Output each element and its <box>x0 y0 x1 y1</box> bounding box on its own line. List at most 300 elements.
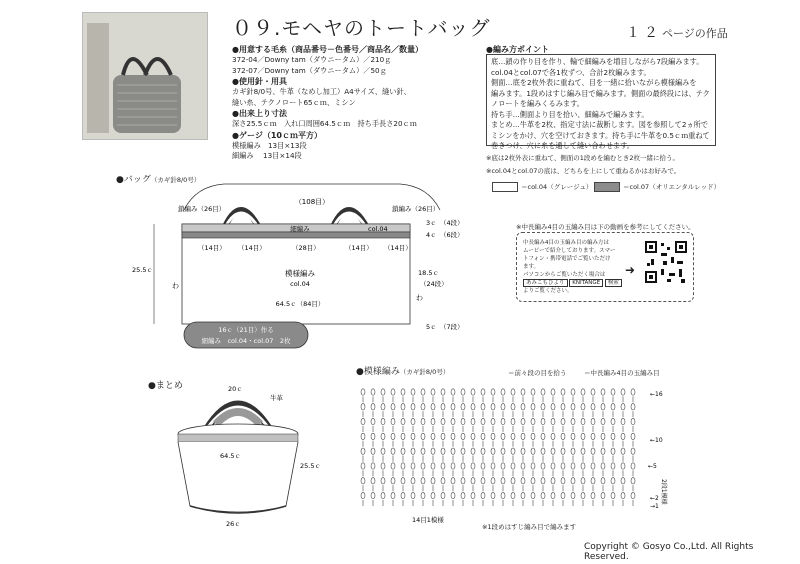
legend-puff: ＝中長編み4目の玉編み目 <box>584 369 660 377</box>
stitch-symbol <box>601 448 605 454</box>
stitch-symbol <box>471 433 475 439</box>
stitch-symbol <box>421 433 425 439</box>
stitch-symbol <box>461 389 465 395</box>
stitch-symbol <box>481 478 485 484</box>
stitch-symbol <box>461 418 465 424</box>
seg-5: （14目） <box>384 244 412 252</box>
top-width-label: （108目） <box>294 198 330 206</box>
red-swatch <box>594 182 620 192</box>
stitch-symbol <box>471 492 475 498</box>
stitch-symbol <box>461 492 465 498</box>
matome-heading: ●まとめ <box>148 381 183 391</box>
stitch-symbol <box>631 478 635 484</box>
base-increase-label: 16ｃ（21目）作る <box>218 326 274 334</box>
stitch-symbol <box>611 478 615 484</box>
stitch-symbol <box>461 404 465 410</box>
stitch-symbol <box>431 478 435 484</box>
stitch-symbol <box>441 478 445 484</box>
stitch-symbol <box>431 492 435 498</box>
stitch-symbol <box>501 404 505 410</box>
stitch-symbol <box>421 404 425 410</box>
stitch-symbol <box>411 433 415 439</box>
instruction-line: 巻きつけ、穴に糸を通して縫い合わせます。 <box>491 141 634 150</box>
chain-right-label: 鎖編み（26目） <box>392 205 440 213</box>
stitch-symbol <box>551 433 555 439</box>
stitch-symbol <box>361 478 365 484</box>
stitch-symbol <box>531 478 535 484</box>
stitch-symbol <box>521 433 525 439</box>
instructions-box <box>486 54 716 150</box>
chain-left-label: 鎖編み（26目） <box>178 205 226 213</box>
leather-wrap <box>216 412 260 424</box>
rows-right: （24段） <box>420 280 448 288</box>
stitch-symbol <box>411 478 415 484</box>
stitch-symbol <box>571 463 575 469</box>
stitch-symbol <box>361 433 365 439</box>
stitch-symbol <box>451 404 455 410</box>
repeat-stitch-label: 14目1模様 <box>412 516 444 524</box>
stitch-symbol <box>381 418 385 424</box>
stitch-symbol <box>541 478 545 484</box>
stitch-symbol <box>461 433 465 439</box>
pattern-footnote: ※1段めはすじ編み目で編みます <box>482 523 577 531</box>
stitch-symbol <box>361 389 365 395</box>
stitch-symbol <box>381 433 385 439</box>
seg-3: （28目） <box>292 244 320 252</box>
instructions-heading: ●編み方ポイント <box>486 45 549 54</box>
stitch-symbol <box>371 478 375 484</box>
arrow-right-icon: ➜ <box>625 263 636 277</box>
stitch-symbol <box>541 389 545 395</box>
stitch-symbol <box>591 492 595 498</box>
stitch-symbol <box>621 433 625 439</box>
stitch-symbol <box>531 389 535 395</box>
note-2: ※col.04とcol.07の底は、どちらを上にして重ねるかはお好みで。 <box>486 167 681 175</box>
stitch-symbol <box>431 448 435 454</box>
matome-diagram <box>150 380 330 530</box>
stitch-symbol <box>521 492 525 498</box>
dim-4c-rows: （6段） <box>440 231 464 239</box>
row-5-label: ←5 <box>648 463 657 470</box>
stitch-symbol <box>491 433 495 439</box>
base-width-label: 26ｃ <box>226 520 241 528</box>
copyright: Copyright © Gosyo Co.,Ltd. All Rights Reserved. <box>584 542 754 562</box>
stitch-symbol <box>481 433 485 439</box>
search-button[interactable]: 検索 <box>605 279 622 287</box>
stitch-symbol <box>431 463 435 469</box>
stitch-symbol <box>451 433 455 439</box>
stitch-symbol <box>551 463 555 469</box>
stitch-symbol <box>401 433 405 439</box>
stitch-symbol <box>461 463 465 469</box>
page-title: ０９.モヘヤのトートバッグ <box>232 16 491 40</box>
stitch-symbol <box>601 404 605 410</box>
stitch-symbol <box>531 448 535 454</box>
stitch-symbol <box>591 448 595 454</box>
stitch-symbol <box>551 404 555 410</box>
stitch-symbol <box>511 433 515 439</box>
stitch-symbol <box>371 492 375 498</box>
size-heading: ●出来上り寸法 <box>232 109 287 118</box>
stitch-symbol <box>511 448 515 454</box>
search-box-1: あみこもひより <box>523 279 568 287</box>
stitch-symbol <box>631 389 635 395</box>
stitch-symbol <box>541 404 545 410</box>
stitch-symbol <box>631 463 635 469</box>
stitch-symbol <box>481 418 485 424</box>
search-box-2: KNITANGE <box>569 279 603 287</box>
tools-line-2: 縫い糸、テクノロート65ｃｍ、ミシン <box>232 97 356 107</box>
qr-code-icon[interactable] <box>643 239 689 285</box>
stitch-symbol <box>541 448 545 454</box>
stitch-symbol <box>601 433 605 439</box>
bag-body <box>113 75 181 133</box>
stitch-symbol <box>461 478 465 484</box>
stitch-symbol <box>401 463 405 469</box>
stitch-symbol <box>551 492 555 498</box>
yarn-line-1: 372-04／Downy tam（ダウニータム）／210ｇ <box>232 55 392 64</box>
stitch-symbol <box>571 404 575 410</box>
dim-3c-rows: （4段） <box>440 219 464 227</box>
stitch-symbol <box>441 463 445 469</box>
bag-heading: ●バッグ（カギ針8/0号） <box>116 175 201 185</box>
stitch-symbol <box>401 389 405 395</box>
instruction-line: ミシンをかけ、穴を空けておきます。持ち手に牛革を0.5ｃｍ重ねて <box>491 130 710 140</box>
stitch-symbol <box>561 418 565 424</box>
dim-5c: 5ｃ <box>426 323 437 331</box>
stitch-symbol <box>581 389 585 395</box>
stitch-symbol <box>411 404 415 410</box>
stitch-symbol <box>451 478 455 484</box>
stitch-symbol <box>431 418 435 424</box>
dim-4c: 4ｃ <box>426 231 437 239</box>
stitch-symbol <box>441 433 445 439</box>
seg-4: （14目） <box>345 244 373 252</box>
stitch-symbol <box>491 389 495 395</box>
stitch-symbol <box>491 448 495 454</box>
stitch-symbol <box>371 404 375 410</box>
gauge-line-2: 細編み 13目×14段 <box>232 151 302 160</box>
stitch-symbol <box>451 418 455 424</box>
stitch-symbol <box>391 478 395 484</box>
stitch-symbol <box>401 418 405 424</box>
stitch-symbol <box>491 463 495 469</box>
stitch-symbol <box>601 463 605 469</box>
stitch-symbol <box>541 492 545 498</box>
stitch-symbol <box>611 433 615 439</box>
stitch-symbol <box>421 389 425 395</box>
stitch-symbol <box>471 389 475 395</box>
tools-line-1: カギ針8/0号、牛革（なめし加工）A4サイズ、縫い針、 <box>232 87 411 96</box>
instruction-line: 編みます。1段めはすじ編み目で編みます。側面の最終段には、テク <box>491 88 710 98</box>
stitch-symbol <box>541 463 545 469</box>
product-photo <box>82 12 208 140</box>
stitch-symbol <box>501 448 505 454</box>
stitch-symbol <box>631 433 635 439</box>
stitch-symbol <box>411 463 415 469</box>
stitch-symbol <box>521 448 525 454</box>
row-1-label: →1 <box>650 503 659 510</box>
stitch-symbol <box>551 448 555 454</box>
page-number: １２ <box>626 25 662 41</box>
stitch-symbol <box>431 433 435 439</box>
stitch-symbol <box>441 448 445 454</box>
stitch-symbol <box>371 418 375 424</box>
stitch-symbol <box>611 418 615 424</box>
row-16-label: ←16 <box>650 391 663 398</box>
stitch-symbol <box>401 448 405 454</box>
stitch-symbol <box>551 389 555 395</box>
stitch-symbol <box>381 389 385 395</box>
dim-5c-rows: （7段） <box>440 323 464 331</box>
stitch-symbol <box>561 448 565 454</box>
red-label: ＝col.07（オリエンタルレッド） <box>623 183 721 191</box>
instruction-line: ノロートを編みくるみます。 <box>491 99 584 108</box>
stitch-symbol <box>361 463 365 469</box>
stitch-symbol <box>391 463 395 469</box>
height-right: 18.5ｃ <box>418 269 439 277</box>
stitch-symbol <box>421 492 425 498</box>
stitch-symbol <box>531 418 535 424</box>
stitch-symbol <box>631 492 635 498</box>
stitch-symbol <box>481 389 485 395</box>
stitch-symbol <box>421 463 425 469</box>
stitch-symbol <box>511 463 515 469</box>
stitch-symbol <box>441 404 445 410</box>
stitch-symbol <box>511 389 515 395</box>
page-suffix: ページの作品 <box>662 27 728 40</box>
stitch-symbol <box>631 404 635 410</box>
stitch-symbol <box>421 448 425 454</box>
stitch-symbol <box>451 389 455 395</box>
wa-left: わ <box>172 282 179 290</box>
circumference-label: 64.5ｃ（84目） <box>275 300 325 308</box>
instruction-line: 底…鎖の作り目を作り、輪で細編みを増目しながら7段編みます。 <box>491 57 704 66</box>
stitch-symbol <box>361 448 365 454</box>
stitch-symbol <box>391 389 395 395</box>
stitch-symbol <box>521 478 525 484</box>
stitch-symbol <box>581 478 585 484</box>
stitch-symbol <box>531 433 535 439</box>
stitch-symbol <box>471 404 475 410</box>
stitch-symbol <box>611 389 615 395</box>
stitch-symbol <box>431 404 435 410</box>
stitch-symbol <box>371 463 375 469</box>
dim-3c: 3ｃ <box>426 219 437 227</box>
stitch-symbol <box>561 389 565 395</box>
page-reference <box>626 22 728 42</box>
stitch-symbol <box>581 448 585 454</box>
stitch-symbol <box>421 478 425 484</box>
stitch-symbol <box>521 463 525 469</box>
base-label: 細編み col.04・col.07 2枚 <box>201 337 291 345</box>
stitch-symbol <box>561 492 565 498</box>
stitch-symbol <box>361 492 365 498</box>
stitch-symbol <box>471 418 475 424</box>
height-left: 25.5ｃ <box>132 266 153 274</box>
stitch-symbol <box>391 448 395 454</box>
stitch-symbol <box>371 389 375 395</box>
stitch-symbol <box>401 404 405 410</box>
stitch-symbol <box>581 433 585 439</box>
leather-label: 牛革 <box>270 394 283 402</box>
seg-2: （14目） <box>238 244 266 252</box>
color-legend-grey <box>492 182 592 192</box>
stitch-symbol <box>481 463 485 469</box>
stitch-symbol <box>391 433 395 439</box>
stitch-symbol <box>561 463 565 469</box>
matome-height-label: 25.5ｃ <box>300 462 321 470</box>
stitch-symbol <box>451 463 455 469</box>
stitch-symbol <box>461 448 465 454</box>
handle-stitch-label: 細編み <box>290 225 310 233</box>
stitch-symbol <box>591 433 595 439</box>
stitch-symbol <box>511 404 515 410</box>
stitch-symbol <box>621 389 625 395</box>
stitch-symbol <box>491 404 495 410</box>
stitch-symbol <box>381 492 385 498</box>
seg-1: （14目） <box>198 244 226 252</box>
stitch-symbol <box>561 404 565 410</box>
stitch-symbol <box>391 404 395 410</box>
materials-section <box>232 44 482 162</box>
stitch-symbol <box>601 478 605 484</box>
stitch-symbol <box>501 418 505 424</box>
stitch-symbol <box>531 463 535 469</box>
stitch-symbol <box>561 433 565 439</box>
stitch-symbol <box>421 418 425 424</box>
stitch-symbol <box>381 463 385 469</box>
qr-box <box>516 232 694 302</box>
stitch-symbol <box>391 492 395 498</box>
gauge-line-1: 模様編み 13目×13段 <box>232 140 307 150</box>
gauge-heading: ●ゲージ（10ｃｍ平方） <box>232 130 322 140</box>
qr-text: 中長編み4目の玉編み目の編み方は ムービーで紹介しております。スマー トフォン・携帯電話でご覧いただけ ます。 パソコンからご覧いただく場合は あみこもひより KNITANGE 検索 よりご覧ください。 <box>523 239 622 295</box>
stitch-symbol <box>501 492 505 498</box>
instruction-line: まとめ…牛革を2枚、指定寸法に裁断します。図を参照して2ヵ所で <box>491 120 709 129</box>
stitch-symbol <box>611 492 615 498</box>
stitch-symbol <box>511 478 515 484</box>
stitch-symbol <box>581 492 585 498</box>
stitch-symbol <box>621 478 625 484</box>
stitch-symbol <box>521 389 525 395</box>
stitch-symbol <box>401 478 405 484</box>
tote-bag-photo-illustration <box>83 13 207 139</box>
stitch-symbol <box>591 389 595 395</box>
stitch-grid <box>361 389 635 506</box>
stitch-symbol <box>501 433 505 439</box>
stitch-symbol <box>571 448 575 454</box>
stitch-symbol <box>491 478 495 484</box>
stitch-symbol <box>491 492 495 498</box>
stitch-symbol <box>471 463 475 469</box>
stitch-symbol <box>601 389 605 395</box>
stitch-symbol <box>501 389 505 395</box>
stitch-symbol <box>441 418 445 424</box>
instruction-line: col.04とcol.07で各1枚ずつ、合計2枚編みます。 <box>491 67 651 77</box>
stitch-symbol <box>481 448 485 454</box>
stitch-symbol <box>621 463 625 469</box>
instruction-line: 持ち手…側面より目を拾い、細編みで編みます。 <box>491 109 649 119</box>
stitch-symbol <box>621 404 625 410</box>
stitch-symbol <box>591 478 595 484</box>
stitch-symbol <box>391 418 395 424</box>
stitch-symbol <box>411 418 415 424</box>
stitch-symbol <box>621 492 625 498</box>
body-col-label: col.04 <box>290 280 310 288</box>
stitch-symbol <box>571 418 575 424</box>
stitch-symbol <box>541 433 545 439</box>
yarn-line-2: 372-07／Downy tam（ダウニータム）／50ｇ <box>232 65 387 75</box>
opening-label: 64.5ｃ <box>220 452 241 460</box>
stitch-symbol <box>571 492 575 498</box>
stitch-symbol <box>581 418 585 424</box>
stitch-symbol <box>551 418 555 424</box>
stitch-symbol <box>361 404 365 410</box>
stitch-symbol <box>441 492 445 498</box>
stitch-symbol <box>361 418 365 424</box>
instruction-line: 側面…底を2枚外表に重ねて、目を一緒に拾いながら模様編みを <box>491 78 697 87</box>
legend-prev: ＝前々段の目を拾う <box>508 369 567 377</box>
handle-col-label: col.04 <box>368 225 388 233</box>
stitch-symbol <box>501 478 505 484</box>
stitch-symbol <box>371 448 375 454</box>
stitch-symbol <box>611 448 615 454</box>
stitch-symbol <box>411 492 415 498</box>
stitch-symbol <box>561 478 565 484</box>
stitch-symbol <box>621 418 625 424</box>
stitch-symbol <box>611 404 615 410</box>
wa-right: わ <box>416 294 423 302</box>
stitch-symbol <box>481 404 485 410</box>
pattern-chart <box>356 384 676 524</box>
stitch-symbol <box>591 418 595 424</box>
shelf-ladder <box>87 23 109 133</box>
repeat-rows-label: 2段1模様 <box>660 479 667 505</box>
grey-label: ＝col.04（グレージュ） <box>521 183 593 191</box>
row-2-label: ←2 <box>650 495 659 502</box>
stitch-symbol <box>601 418 605 424</box>
stitch-symbol <box>381 478 385 484</box>
stitch-symbol <box>541 418 545 424</box>
stitch-symbol <box>511 418 515 424</box>
stitch-symbol <box>381 448 385 454</box>
stitch-symbol <box>401 492 405 498</box>
stitch-symbol <box>431 389 435 395</box>
row-10-label: ←10 <box>650 437 663 444</box>
stitch-symbol <box>481 492 485 498</box>
note-1: ※底は2枚外表に重ねて、側面の1段めを編むとき2枚一緒に拾う。 <box>486 154 680 162</box>
pattern-heading: ●模様編み（カギ針8/0号） <box>356 367 450 377</box>
stitch-symbol <box>491 418 495 424</box>
bag-diagram <box>132 180 500 360</box>
stitch-symbol <box>571 478 575 484</box>
stitch-symbol <box>531 404 535 410</box>
stitch-symbol <box>551 478 555 484</box>
stitch-symbol <box>451 492 455 498</box>
stitch-symbol <box>511 492 515 498</box>
stitch-symbol <box>411 389 415 395</box>
stitch-symbol <box>631 448 635 454</box>
color-legend-red <box>594 182 720 192</box>
stitch-symbol <box>581 404 585 410</box>
qr-caption: ※中長編み4目の玉編み目は下の動画を参考にしてください。 <box>516 223 695 231</box>
stitch-symbol <box>521 404 525 410</box>
stitch-symbol <box>631 418 635 424</box>
stitch-symbol <box>531 492 535 498</box>
stitch-symbol <box>601 492 605 498</box>
tools-heading: ●使用針・用具 <box>232 77 287 86</box>
